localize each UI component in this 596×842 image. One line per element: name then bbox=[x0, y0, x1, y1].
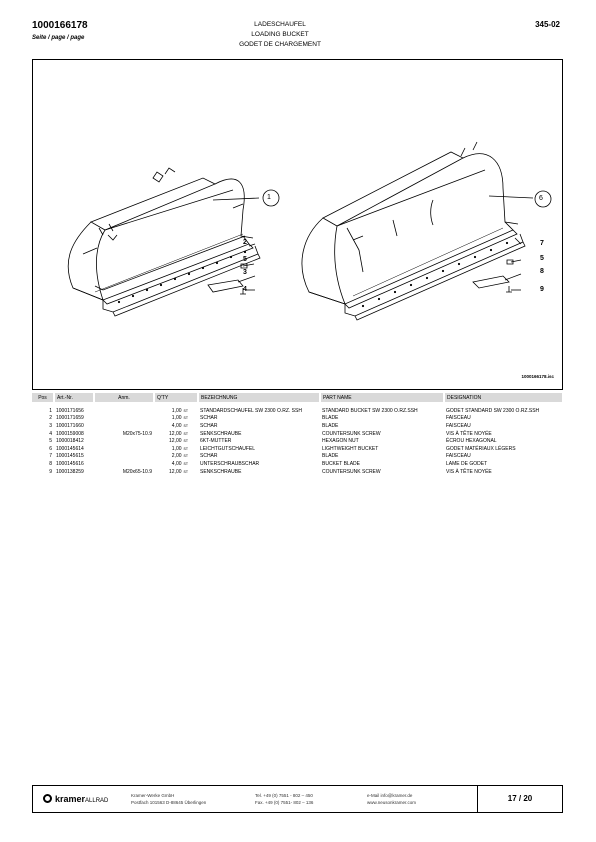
col-qty: Q'TY bbox=[154, 393, 198, 402]
cell-designation: GODET STANDARD SW 2300 O.RZ.SSH bbox=[446, 407, 540, 414]
cell-bezeichnung: SCHAR bbox=[200, 453, 218, 460]
callout-2: 2 bbox=[243, 239, 247, 246]
callout-4: 4 bbox=[243, 286, 247, 293]
unit-label: ST bbox=[183, 446, 188, 451]
page-number: 17 / 20 bbox=[477, 786, 562, 812]
cell-anm: M20x65-10.9 bbox=[122, 468, 152, 475]
company-address bbox=[131, 792, 206, 806]
page-title bbox=[200, 20, 360, 50]
col-pos: Pos bbox=[32, 393, 54, 402]
callout-6: 6 bbox=[539, 195, 543, 202]
table-header-row bbox=[32, 393, 563, 402]
lightweight-bucket-illustration bbox=[302, 142, 525, 320]
cell-art-nr: 1000159008 bbox=[56, 430, 84, 437]
parts-table bbox=[32, 393, 564, 475]
leader-3 bbox=[238, 276, 255, 282]
col-art-nr: Art.-Nr. bbox=[54, 393, 94, 402]
cell-art-nr: 1000171656 bbox=[56, 407, 84, 414]
callout-7: 7 bbox=[540, 240, 544, 247]
table-row bbox=[32, 422, 563, 430]
table-row bbox=[32, 468, 563, 476]
cell-qty: 12,00 ST bbox=[169, 438, 188, 445]
cell-part-name: HEXAGON NUT bbox=[322, 438, 359, 445]
screw-part-right bbox=[506, 286, 512, 292]
cell-art-nr: 1000171659 bbox=[56, 415, 84, 422]
logo-icon bbox=[43, 794, 52, 803]
drawing-id: 1000166178.isc bbox=[521, 374, 554, 379]
col-bezeichnung: BEZEICHNUNG bbox=[198, 393, 320, 402]
blade-rivets-right bbox=[362, 242, 508, 307]
cell-bezeichnung: STANDARDSCHAUFEL SW 2300 O.RZ. SSH bbox=[200, 407, 302, 414]
cell-designation: LAME DE GODET bbox=[446, 460, 488, 467]
brand-name: kramer bbox=[55, 794, 86, 804]
cell-anm bbox=[94, 422, 154, 430]
cell-qty: 1,00 ST bbox=[171, 407, 188, 414]
callout-5: 5 bbox=[243, 256, 247, 263]
cell-bezeichnung: UNTERSCHRAUBSCHAR bbox=[200, 460, 260, 467]
cell-part-name: BUCKET BLADE bbox=[322, 460, 360, 467]
col-designation: DESIGNATION bbox=[444, 393, 563, 402]
cell-art-nr: 1000145615 bbox=[56, 453, 84, 460]
cell-bezeichnung: SENKSCHRAUBE bbox=[200, 430, 242, 437]
cell-part-name: LIGHTWEIGHT BUCKET bbox=[322, 445, 379, 452]
cell-designation: VIS À TÊTE NOYÉE bbox=[446, 430, 492, 437]
page-subtitle: Seite / page / page bbox=[32, 35, 85, 41]
email-line: e-Mail info@kramer.de bbox=[367, 793, 413, 798]
cell-art-nr: 1000145616 bbox=[56, 460, 84, 467]
callout-9: 9 bbox=[540, 286, 544, 293]
page-footer bbox=[32, 785, 563, 813]
callout-1: 1 bbox=[267, 194, 271, 201]
table-row bbox=[32, 445, 563, 453]
cell-part-name: BLADE bbox=[322, 422, 339, 429]
cell-anm bbox=[94, 407, 154, 415]
cell-designation: FAISCEAU bbox=[446, 415, 471, 422]
table-row bbox=[32, 415, 563, 423]
cell-bezeichnung: SCHAR bbox=[200, 422, 218, 429]
unit-label: ST bbox=[183, 423, 188, 428]
company-postbox: Postfach 101563 D-88645 Überlingen bbox=[131, 800, 207, 805]
cell-designation: VIS À TÊTE NOYÉE bbox=[446, 468, 492, 475]
kramer-logo bbox=[43, 794, 108, 804]
col-part-name: PART NAME bbox=[320, 393, 444, 402]
cell-qty: 12,00 ST bbox=[169, 468, 188, 475]
unit-label: ST bbox=[183, 461, 188, 466]
cell-pos: 3 bbox=[49, 422, 52, 429]
leader-6 bbox=[489, 196, 533, 198]
table-row bbox=[32, 430, 563, 438]
leader-8 bbox=[505, 274, 521, 280]
cell-art-nr: 1000138259 bbox=[56, 468, 84, 475]
company-phone bbox=[255, 792, 313, 806]
cell-pos: 4 bbox=[49, 430, 52, 437]
cell-art-nr: 1000145614 bbox=[56, 445, 84, 452]
blade-part-right bbox=[473, 276, 509, 288]
cell-qty: 2,00 ST bbox=[171, 453, 188, 460]
cell-anm bbox=[94, 453, 154, 461]
cell-anm bbox=[94, 445, 154, 453]
cell-part-name: STANDARD BUCKET SW 2300 O.RZ.SSH bbox=[322, 407, 418, 414]
callout-circle-1 bbox=[263, 190, 279, 206]
cell-pos: 2 bbox=[49, 415, 52, 422]
page-code: 345-02 bbox=[535, 20, 560, 29]
cell-qty: 4,00 ST bbox=[171, 460, 188, 467]
cell-pos: 5 bbox=[49, 438, 52, 445]
leader-1 bbox=[213, 198, 259, 200]
cell-designation: ÉCROU HEXAGONAL bbox=[446, 438, 497, 445]
cell-bezeichnung: SENKSCHRAUBE bbox=[200, 468, 242, 475]
blade-part-left bbox=[208, 280, 243, 292]
unit-label: ST bbox=[183, 469, 188, 474]
cell-qty: 1,00 ST bbox=[171, 415, 188, 422]
cell-pos: 6 bbox=[49, 445, 52, 452]
fax-line: Fax. +49 (0) 7551- 802 – 136 bbox=[255, 800, 314, 805]
phone-line: Tel. +49 (0) 7551 - 802 – 450 bbox=[255, 793, 313, 798]
exploded-drawing bbox=[32, 59, 563, 390]
cell-anm: M20x75-10.9 bbox=[122, 430, 152, 437]
cell-bezeichnung: 6KT-MUTTER bbox=[200, 438, 232, 445]
cell-designation: GODET MATÉRIAUX LÉGERS bbox=[446, 445, 516, 452]
cell-pos: 7 bbox=[49, 453, 52, 460]
company-web bbox=[367, 792, 416, 806]
table-row bbox=[32, 460, 563, 468]
leader-7 bbox=[515, 238, 521, 244]
title-en: LOADING BUCKET bbox=[251, 31, 309, 38]
cell-art-nr: 1000018412 bbox=[56, 438, 84, 445]
callout-5-right: 5 bbox=[540, 255, 544, 262]
company-name: Kramer-Werke GmbH bbox=[131, 793, 175, 798]
callout-8: 8 bbox=[540, 268, 544, 275]
unit-label: ST bbox=[183, 416, 188, 421]
cell-anm bbox=[94, 415, 154, 423]
cell-designation: FAISCEAU bbox=[446, 453, 471, 460]
cell-anm bbox=[94, 460, 154, 468]
bucket-drawing-svg bbox=[33, 60, 562, 389]
cell-pos: 8 bbox=[49, 460, 52, 467]
unit-label: ST bbox=[183, 439, 188, 444]
cell-anm bbox=[94, 437, 154, 445]
unit-label: ST bbox=[183, 408, 188, 413]
cell-bezeichnung: LEICHTGUTSCHAUFEL bbox=[200, 445, 256, 452]
cell-qty: 4,00 ST bbox=[171, 422, 188, 429]
cell-part-name: COUNTERSUNK SCREW bbox=[322, 468, 381, 475]
unit-label: ST bbox=[183, 454, 188, 459]
title-de: LADESCHAUFEL bbox=[254, 21, 306, 28]
cell-part-name: COUNTERSUNK SCREW bbox=[322, 430, 381, 437]
cell-qty: 1,00 ST bbox=[171, 445, 188, 452]
col-anm: Anm. bbox=[94, 393, 154, 402]
unit-label: ST bbox=[183, 431, 188, 436]
title-fr: GODET DE CHARGEMENT bbox=[239, 41, 321, 48]
brand-suffix: ALLRAD bbox=[85, 798, 109, 804]
table-row bbox=[32, 407, 563, 415]
standard-bucket-illustration bbox=[68, 168, 260, 316]
cell-bezeichnung: SCHAR bbox=[200, 415, 218, 422]
cell-part-name: BLADE bbox=[322, 453, 339, 460]
cell-pos: 9 bbox=[49, 468, 52, 475]
cell-part-name: BLADE bbox=[322, 415, 339, 422]
callout-circle-6 bbox=[535, 191, 551, 207]
cell-designation: FAISCEAU bbox=[446, 422, 471, 429]
website-line: www.neusonkramer.com bbox=[367, 800, 417, 805]
cell-art-nr: 1000171660 bbox=[56, 422, 84, 429]
table-row bbox=[32, 437, 563, 445]
table-row bbox=[32, 453, 563, 461]
document-number: 1000166178 bbox=[32, 20, 88, 31]
cell-pos: 1 bbox=[49, 407, 52, 414]
cell-qty: 12,00 ST bbox=[169, 430, 188, 437]
callout-3: 3 bbox=[243, 269, 247, 276]
